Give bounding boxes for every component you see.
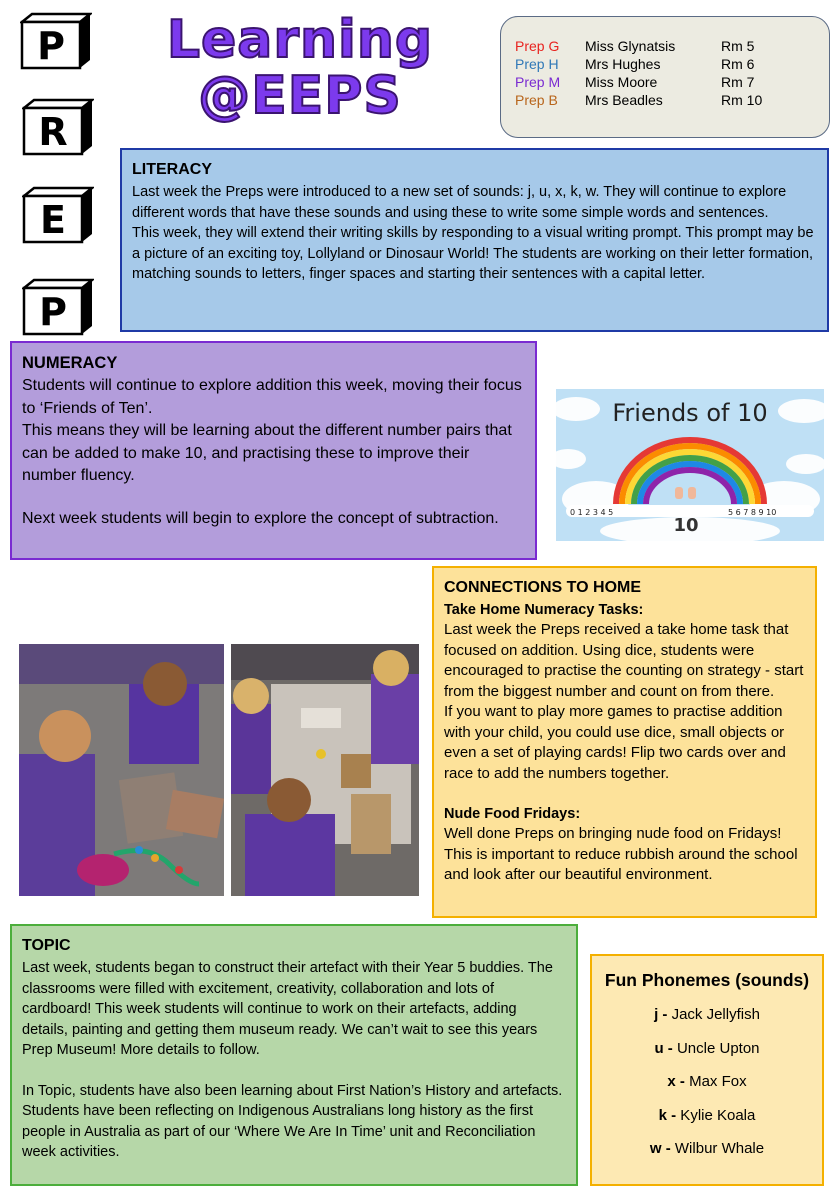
phonemes-heading: Fun Phonemes (sounds) [604, 970, 810, 990]
topic-paragraph: Last week, students began to construct their artefact with their Year 5 buddies. The classrooms were filled with excitement, creativity, collaboration and lots of cardboard! This week students will continue to work on their artefacts, adding details, painting and getting them museum ready. We can’t wait to see this years Prep Museum! More details to follow. [22, 960, 553, 1058]
page-title [150, 12, 450, 124]
staff-list [500, 16, 830, 138]
svg-text:P: P [39, 290, 67, 334]
title-line-1: Learning [166, 10, 434, 70]
classroom-photo-2 [231, 644, 419, 896]
block-letter-p-2 [22, 278, 94, 336]
connections-panel [432, 566, 817, 918]
connections-paragraph: Well done Preps on bringing nude food on Fridays! This is important to reduce rubbish around the school and look after our beautiful environment. [444, 825, 798, 883]
literacy-panel [120, 148, 829, 332]
staff-teacher: Miss Glynatsis [585, 38, 676, 54]
right-number-line: 5 6 7 8 9 10 [728, 508, 777, 517]
staff-teacher: Mrs Beadles [585, 92, 663, 108]
phoneme-item [592, 1139, 822, 1159]
phoneme-item [592, 1072, 822, 1092]
numeracy-paragraph: Students will continue to explore addition this week, moving their focus to ‘Friends of Ten’. [22, 377, 522, 417]
connections-paragraph: If you want to play more games to practise addition with your child, you could use dice, small objects or even a set of playing cards! Flip two cards over and race to add the numbers together. [444, 703, 786, 782]
numeracy-panel [10, 341, 537, 560]
staff-teacher: Mrs Hughes [585, 56, 661, 72]
phoneme-word: Wilbur Whale [670, 1140, 765, 1157]
numeracy-paragraph: This means they will be learning about the different number pairs that can be added to make 10, and practising these to improve their number fluency. [22, 422, 512, 484]
phoneme-word: Max Fox [684, 1073, 747, 1090]
classroom-photo-1 [19, 644, 224, 896]
staff-row [515, 91, 829, 109]
svg-text:P: P [37, 24, 65, 68]
phoneme-word: Kylie Koala [676, 1106, 756, 1124]
left-number-line: 0 1 2 3 4 5 [570, 508, 614, 517]
staff-row [515, 73, 829, 91]
staff-row [515, 55, 829, 73]
phoneme-item [592, 1039, 822, 1059]
staff-room: Rm 10 [721, 92, 763, 108]
phoneme-letter: x - [667, 1073, 685, 1090]
literacy-heading: LITERACY [132, 161, 212, 178]
take-home-subheading: Take Home Numeracy Tasks: [444, 602, 644, 618]
literacy-paragraph: Last week the Preps were introduced to a new set of sounds: j, u, x, k, w. They will continue to explore different words that have these sounds and using these to write some simple words and sentences. [132, 184, 787, 221]
center-number: 10 [673, 515, 699, 536]
phoneme-word: Jack Jellyfish [667, 1006, 760, 1023]
nude-food-subheading: Nude Food Fridays: [444, 806, 581, 822]
connections-heading: CONNECTIONS TO HOME [444, 579, 642, 596]
svg-text:R: R [38, 110, 68, 154]
staff-class: Prep B [515, 92, 558, 108]
title-line-2: @EEPS [198, 66, 402, 126]
staff-room: Rm 5 [721, 38, 755, 54]
friends-title: Friends of 10 [612, 399, 768, 427]
phoneme-item [592, 1106, 822, 1126]
phoneme-letter: j - [654, 1006, 668, 1023]
block-letter-p-1 [20, 12, 92, 70]
numeracy-heading: NUMERACY [22, 354, 118, 372]
staff-room: Rm 6 [721, 56, 755, 72]
friends-of-ten-image [556, 389, 824, 541]
topic-heading: TOPIC [22, 937, 71, 954]
spacer [22, 1061, 566, 1081]
phoneme-item [592, 1005, 822, 1025]
staff-row [515, 37, 829, 55]
connections-paragraph: Last week the Preps received a take home task that focused on addition. Using dice, students were encouraged to practise the counting on strategy - start from the biggest number and count on from there. [444, 621, 804, 700]
topic-paragraph: In Topic, students have also been learning about First Nation’s History and artefacts. Students have been reflecting on Indigenous Australians long history as the first people in Australia as part of our ‘Where We Are In Time’ unit and Reconciliation week activities. [22, 1082, 563, 1160]
staff-room: Rm 7 [721, 74, 755, 90]
numeracy-paragraph: Next week students will begin to explore the concept of subtraction. [22, 509, 499, 527]
svg-text:E: E [40, 198, 66, 242]
spacer [444, 784, 805, 804]
phoneme-word: Uncle Upton [672, 1039, 760, 1057]
staff-teacher: Miss Moore [585, 74, 658, 90]
phoneme-letter: u - [654, 1039, 673, 1057]
block-letter-r [22, 98, 94, 156]
staff-class: Prep H [515, 56, 559, 72]
staff-class: Prep M [515, 74, 561, 90]
phoneme-letter: k - [658, 1106, 677, 1124]
staff-class: Prep G [515, 38, 560, 54]
literacy-paragraph: This week, they will extend their writing skills by responding to a visual writing prompt. This prompt may be a picture of an exciting toy, Lollyland or Dinosaur World! The students are working on their letter formation, matching sounds to letters, finger spaces and starting their sentences with a capital letter. [132, 225, 814, 282]
topic-panel [10, 924, 578, 1186]
block-letter-e [22, 186, 94, 244]
spacer [22, 488, 525, 508]
phonemes-panel [590, 954, 824, 1186]
phoneme-letter: w - [649, 1140, 671, 1157]
